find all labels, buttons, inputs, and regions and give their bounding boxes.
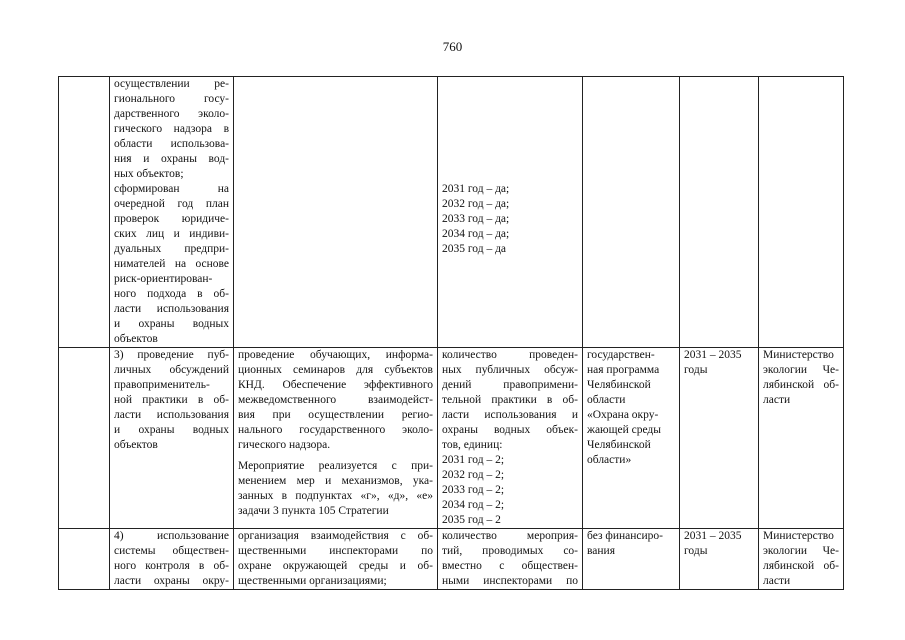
text-line: лябинской об- bbox=[763, 379, 839, 391]
text-line: КНД. Обеспечение эффективного bbox=[238, 379, 433, 391]
cell-source bbox=[583, 348, 680, 529]
text-line: ционных семинаров для субъектов bbox=[238, 364, 433, 376]
text-line: количество проведен- bbox=[442, 349, 578, 361]
text-line: ная программа bbox=[587, 364, 660, 376]
text-line: 2034 год – да; bbox=[442, 228, 510, 240]
text-line: дений правопримени- bbox=[442, 379, 578, 391]
text-line: системы обществен- bbox=[114, 545, 229, 557]
text-line: ласти использования bbox=[114, 303, 229, 315]
text-line: ласти охраны окру- bbox=[114, 575, 229, 587]
cell-task bbox=[110, 77, 234, 348]
text-line: осуществлении ре- bbox=[114, 78, 229, 90]
text-line: личных обсуждений bbox=[114, 364, 229, 376]
text-line: и охраны водных bbox=[114, 318, 229, 330]
text-line: менением мер и механизмов, ука- bbox=[238, 475, 433, 487]
text-line: тельной практики в об- bbox=[442, 394, 578, 406]
text-line: лябинской об- bbox=[763, 560, 839, 572]
text-line: тов, единиц: bbox=[442, 439, 503, 451]
cell-number bbox=[59, 529, 110, 590]
cell-responsible bbox=[759, 348, 844, 529]
text-line: ной практики в об- bbox=[114, 394, 229, 406]
text-line: экологии Че- bbox=[763, 545, 839, 557]
text-line: и охраны водных bbox=[114, 424, 229, 436]
text-line: 2032 год – 2; bbox=[442, 469, 505, 481]
text-line: охране окружающей среды и об- bbox=[238, 560, 433, 572]
text-line: нального государственного эколо- bbox=[238, 424, 433, 436]
cell-indicator bbox=[438, 529, 583, 590]
text-line: Мероприятие реализуется с при- bbox=[238, 460, 433, 472]
text-line: тий, проводимых со- bbox=[442, 545, 578, 557]
text-line: экологии Че- bbox=[763, 364, 839, 376]
text-line: дуальных предпри- bbox=[114, 243, 229, 255]
text-line: нимателей на основе bbox=[114, 258, 229, 270]
text-line: ного подхода в об- bbox=[114, 288, 229, 300]
text-line: 2035 год – да bbox=[442, 243, 507, 255]
text-line: задачи 3 пункта 105 Стратегии bbox=[238, 505, 389, 517]
text-line: жающей среды bbox=[587, 424, 662, 436]
text-line: годы bbox=[684, 545, 708, 557]
text-line: годы bbox=[684, 364, 708, 376]
text-line: объектов bbox=[114, 333, 158, 345]
text-line: ными инспекторами по bbox=[442, 575, 578, 587]
text-line: гического надзора в bbox=[114, 123, 229, 135]
text-line: 2031 год – 2; bbox=[442, 454, 505, 466]
cell-source bbox=[583, 77, 680, 348]
text-line: 2035 год – 2 bbox=[442, 514, 501, 526]
cell-responsible bbox=[759, 529, 844, 590]
cell-task bbox=[110, 348, 234, 529]
cell-term bbox=[680, 77, 759, 348]
cell-event bbox=[234, 77, 438, 348]
text-line: 2031 – 2035 bbox=[684, 349, 742, 361]
text-line: ных публичных обсуж- bbox=[442, 364, 578, 376]
cell-number bbox=[59, 348, 110, 529]
text-line: занных в подпунктах «г», «д», «е» bbox=[238, 490, 433, 502]
page-number: 760 bbox=[442, 39, 463, 54]
text-line: ласти использования bbox=[114, 409, 229, 421]
text-line: щественными организациями; bbox=[238, 575, 387, 587]
strategy-table bbox=[58, 76, 844, 590]
text-line: области bbox=[587, 394, 626, 406]
cell-indicator bbox=[438, 77, 583, 348]
table-row bbox=[59, 529, 844, 590]
cell-task bbox=[110, 529, 234, 590]
text-line: охраны водных объек- bbox=[442, 424, 578, 436]
text-line: Челябинской bbox=[587, 379, 651, 391]
text-line: организация взаимодействия с об- bbox=[238, 530, 433, 542]
text-line: 3) проведение пуб- bbox=[114, 349, 229, 361]
text-line: вместно с обществен- bbox=[442, 560, 578, 572]
text-line: 2032 год – да; bbox=[442, 198, 510, 210]
text-line: 4) использование bbox=[114, 530, 229, 542]
table-row bbox=[59, 348, 844, 529]
text-line: ласти bbox=[763, 575, 791, 587]
text-line: государствен- bbox=[587, 349, 655, 361]
text-line: 2034 год – 2; bbox=[442, 499, 505, 511]
cell-source bbox=[583, 529, 680, 590]
cell-term bbox=[680, 348, 759, 529]
text-line: ного контроля в об- bbox=[114, 560, 229, 572]
text-line: правоприменитель- bbox=[114, 379, 210, 391]
text-line: Министерство bbox=[763, 349, 834, 361]
text-line: Челябинской bbox=[587, 439, 651, 451]
cell-indicator bbox=[438, 348, 583, 529]
table-row bbox=[59, 77, 844, 348]
text-line: межведомственного взаимодейст- bbox=[238, 394, 433, 406]
text-line: Министерство bbox=[763, 530, 834, 542]
text-line: области использова- bbox=[114, 138, 229, 150]
text-line: ских лиц и индиви- bbox=[114, 228, 229, 240]
text-line: дарственного эколо- bbox=[114, 108, 229, 120]
text-line: проведение обучающих, информа- bbox=[238, 349, 433, 361]
text-line: ласти использования и bbox=[442, 409, 578, 421]
cell-event bbox=[234, 529, 438, 590]
text-line: гионального госу- bbox=[114, 93, 229, 105]
cell-term bbox=[680, 529, 759, 590]
cell-responsible bbox=[759, 77, 844, 348]
text-line: без финансиро- bbox=[587, 530, 663, 542]
text-line: щественными инспекторами по bbox=[238, 545, 433, 557]
text-line: сформирован на bbox=[114, 183, 229, 195]
text-line: объектов bbox=[114, 439, 158, 451]
text-line: ласти bbox=[763, 394, 791, 406]
text-line: количество мероприя- bbox=[442, 530, 578, 542]
text-line: 2033 год – 2; bbox=[442, 484, 505, 496]
cell-number bbox=[59, 77, 110, 348]
text-line: вия при осуществлении регио- bbox=[238, 409, 433, 421]
text-line: 2033 год – да; bbox=[442, 213, 510, 225]
text-line: области» bbox=[587, 454, 632, 466]
text-line: 2031 год – да; bbox=[442, 183, 510, 195]
text-line: 2031 – 2035 bbox=[684, 530, 742, 542]
cell-event bbox=[234, 348, 438, 529]
text-line: гического надзора. bbox=[238, 439, 331, 451]
text-line: ных объектов; bbox=[114, 168, 184, 180]
text-line: очередной год план bbox=[114, 198, 229, 210]
text-line: риск-ориентирован- bbox=[114, 273, 213, 285]
text-line: проверок юридиче- bbox=[114, 213, 229, 225]
text-line: вания bbox=[587, 545, 615, 557]
text-line: ния и охраны вод- bbox=[114, 153, 229, 165]
text-line: «Охрана окру- bbox=[587, 409, 659, 421]
